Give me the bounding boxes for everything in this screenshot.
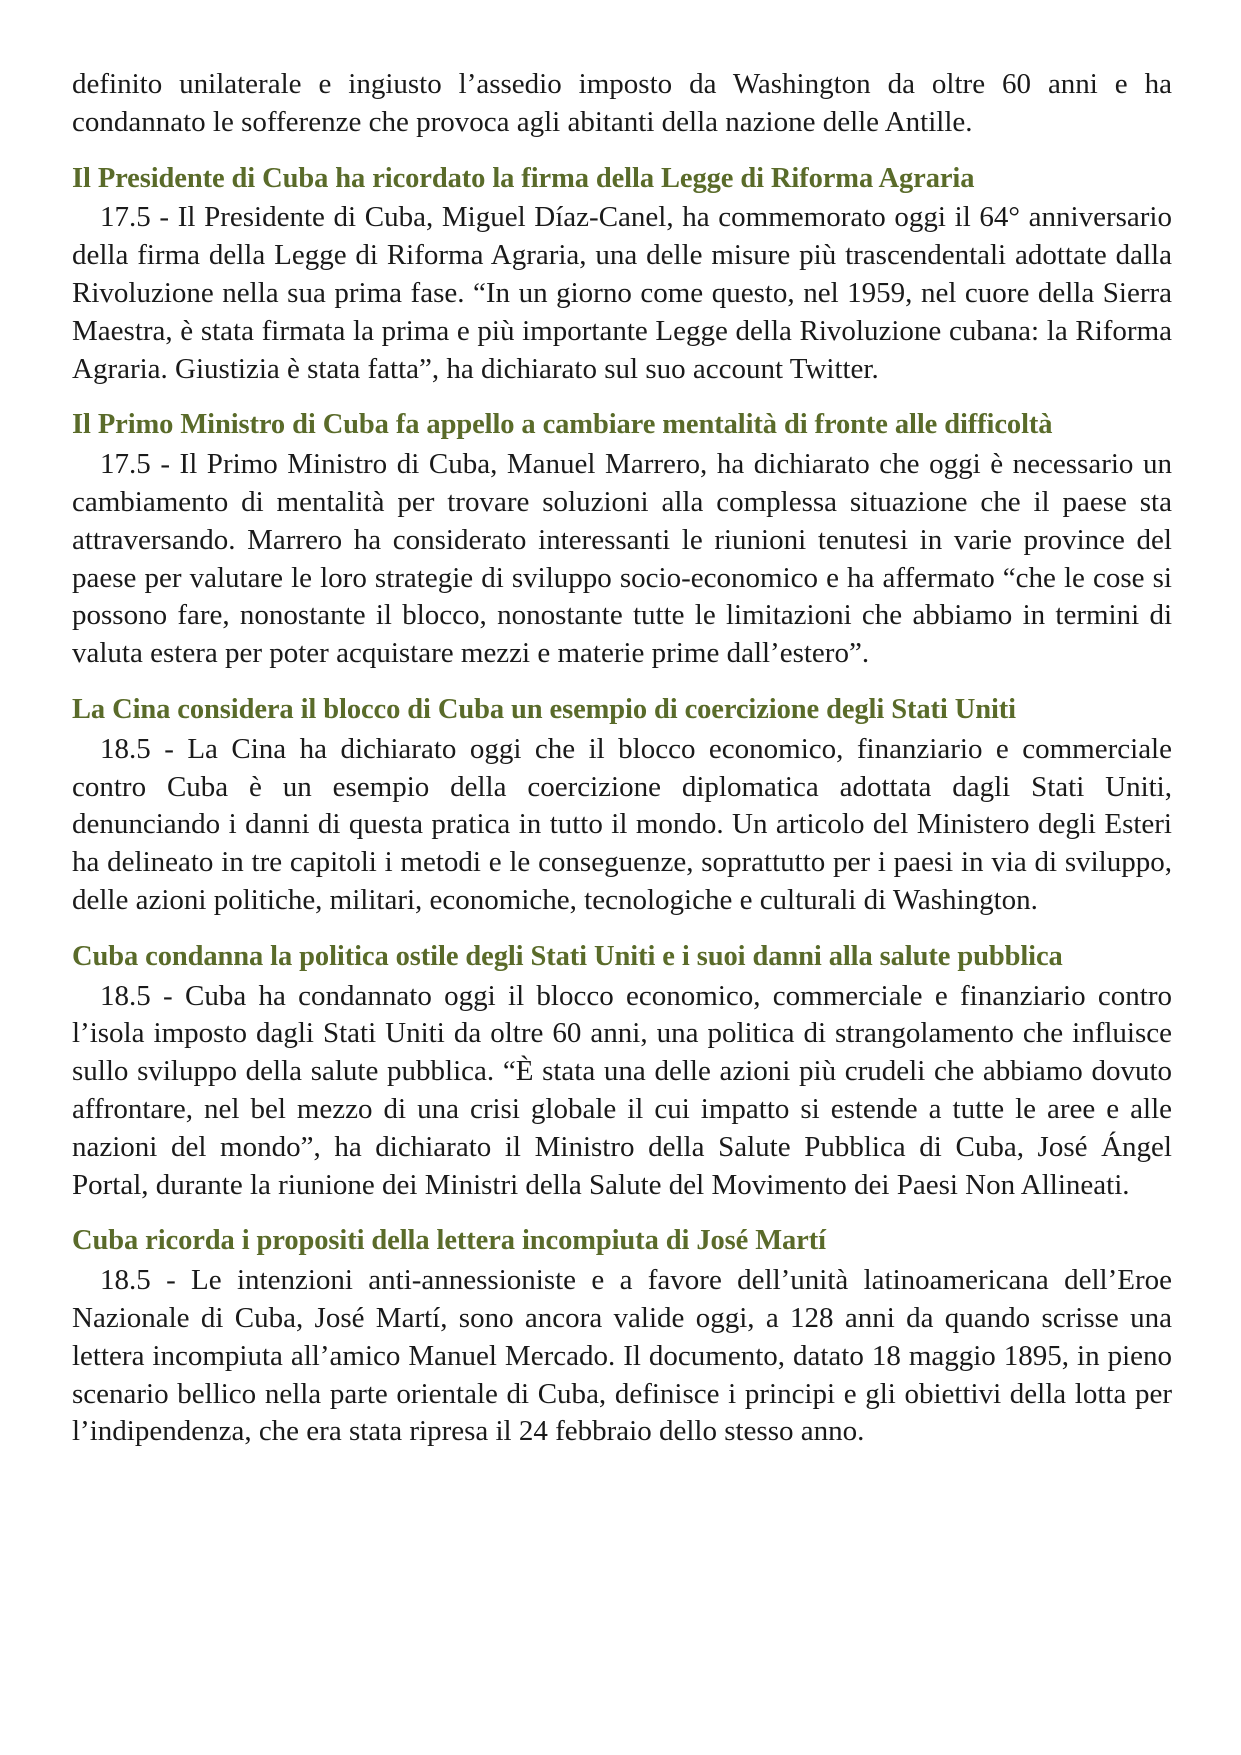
article-body: 17.5 - Il Presidente di Cuba, Miguel Díaz-Canel, ha commemorato oggi il 64° anniversario della firma della Legge di Riforma Agraria, una delle misure più trascendentali adottate dalla Rivoluzione nella sua prima fase. “In un giorno come questo, nel 1959, nel cuore della Sierra Maestra, è stata firmata la prima e più importante Legge della Rivoluzione cubana: la Riforma Agraria. Giustizia è stata fatta”, ha dichiarato sul suo account Twitter. (72, 201, 1172, 385)
article-title: Il Primo Ministro di Cuba fa appello a cambiare mentalità di fronte alle difficoltà (72, 409, 1053, 441)
article-public-health (72, 938, 1172, 1205)
article-jose-marti (72, 1222, 1172, 1451)
article-china-blockade (72, 691, 1172, 920)
document-page (72, 66, 1172, 1451)
intro-paragraph: definito unilaterale e ingiusto l’assedio imposto da Washington da oltre 60 anni e ha condannato le sofferenze che provoca agli abitanti della nazione delle Antille. (72, 68, 1172, 138)
article-title: Il Presidente di Cuba ha ricordato la firma della Legge di Riforma Agraria (72, 162, 975, 194)
article-body: 18.5 - Cuba ha condannato oggi il blocco economico, commerciale e finanziario contro l’isola imposto dagli Stati Uniti da oltre 60 anni, una politica di strangolamento che influisce sullo sviluppo della salute pubblica. “È stata una delle azioni più crudeli che abbiamo dovuto affrontare, nel bel mezzo di una crisi globale il cui impatto si estende a tutte le aree e alle nazioni del mondo”, ha dichiarato il Ministro della Salute Pubblica di Cuba, José Ángel Portal, durante la riunione dei Ministri della Salute del Movimento dei Paesi Non Allineati. (72, 979, 1172, 1201)
article-body: 17.5 - Il Primo Ministro di Cuba, Manuel Marrero, ha dichiarato che oggi è necessario un cambiamento di mentalità per trovare soluzioni alla complessa situazione che il paese sta attraversando. Marrero ha considerato interessanti le riunioni tenutesi in varie province del paese per valutare le loro strategie di sviluppo socio-economico e ha affermato “che le cose si possono fare, nonostante il blocco, nonostante tutte le limitazioni che abbiamo in termini di valuta estera per poter acquistare mezzi e materie prime dall’estero”. (72, 448, 1172, 670)
article-body: 18.5 - La Cina ha dichiarato oggi che il blocco economico, finanziario e commerciale contro Cuba è un esempio della coercizione diplomatica adottata dagli Stati Uniti, denunciando i danni di questa pratica in tutto il mondo. Un articolo del Ministero degli Esteri ha delineato in tre capitoli i metodi e le conseguenze, soprattutto per i paesi in via di sviluppo, delle azioni politiche, militari, economiche, tecnologiche e culturali di Washington. (72, 732, 1172, 916)
article-title: Cuba condanna la politica ostile degli Stati Uniti e i suoi danni alla salute pubblica (72, 940, 1063, 972)
article-body: 18.5 - Le intenzioni anti-annessioniste e a favore dell’unità latinoamericana dell’Eroe Nazionale di Cuba, José Martí, sono ancora valide oggi, a 128 anni da quando scrisse una lettera incompiuta all’amico Manuel Mercado. Il documento, datato 18 maggio 1895, in pieno scenario bellico nella parte orientale di Cuba, definisce i principi e gli obiettivi della lotta per l’indipendenza, che era stata ripresa il 24 febbraio dello stesso anno. (72, 1264, 1172, 1448)
article-agrarian-reform (72, 160, 1172, 389)
article-title: Cuba ricorda i propositi della lettera incompiuta di José Martí (72, 1225, 826, 1257)
article-title: La Cina considera il blocco di Cuba un esempio di coercizione degli Stati Uniti (72, 693, 1016, 725)
article-prime-minister (72, 406, 1172, 673)
